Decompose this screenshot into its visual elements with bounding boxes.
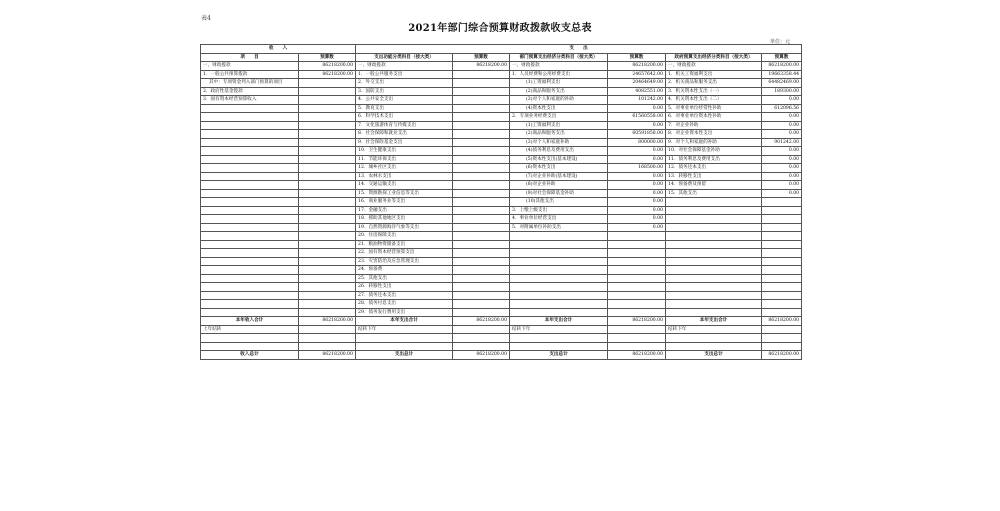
item-label-cell [510, 283, 608, 292]
col-budget-header: 预算数 [453, 53, 510, 62]
table-row [201, 206, 802, 215]
budget-value-cell [762, 249, 802, 258]
budget-value-cell [299, 189, 356, 198]
item-label-cell: 22．国有资本经营预算支出 [356, 249, 453, 258]
item-label-cell: 17．金融支出 [356, 206, 453, 215]
budget-value-cell [762, 198, 802, 207]
item-label-cell [201, 283, 299, 292]
item-label-cell [201, 164, 299, 173]
budget-value-cell: 19663358.44 [762, 70, 802, 79]
budget-value-cell [762, 274, 802, 283]
item-label-cell [201, 291, 299, 300]
item-label-cell [201, 266, 299, 275]
budget-value-cell [453, 300, 510, 309]
item-label-cell [201, 189, 299, 198]
item-label-cell: 3．国有资本经营预算收入 [201, 96, 299, 105]
item-label-cell [510, 274, 608, 283]
table-row [201, 198, 802, 207]
budget-value-cell: 168500.00 [608, 164, 666, 173]
item-label-cell: 16．商业服务业等支出 [356, 198, 453, 207]
budget-value-cell: 0.00 [608, 155, 666, 164]
table-row [201, 257, 802, 266]
item-label-cell: 2．机关商品和服务支出 [666, 79, 762, 88]
budget-value-cell [608, 300, 666, 309]
item-label-cell: (3)对个人和家庭的补助 [510, 96, 608, 105]
col-func-header: 支出功能分类科目（按大类） [356, 53, 453, 62]
item-label-cell [201, 240, 299, 249]
item-label-cell: 19．自然资源海洋气象等支出 [356, 223, 453, 232]
budget-value-cell [453, 164, 510, 173]
item-label-cell: 6．对事业单位资本性补助 [666, 113, 762, 122]
item-label-cell: 3．上缴上级支出 [510, 206, 608, 215]
budget-value-cell [299, 300, 356, 309]
item-label-cell: (3)对个人和家庭补助 [510, 138, 608, 147]
item-label-cell [510, 257, 608, 266]
item-label-cell: 5．对事业单位经常性补助 [666, 104, 762, 113]
table-row [201, 266, 802, 275]
table-row [201, 181, 802, 190]
item-label-cell: (4)债务利息及费用支出 [510, 147, 608, 156]
budget-value-cell [453, 96, 510, 105]
item-label-cell: 14．交通运输支出 [356, 181, 453, 190]
budget-value-cell: 20464649.00 [608, 79, 666, 88]
budget-value-cell [453, 249, 510, 258]
budget-value-cell [453, 308, 510, 317]
budget-value-cell [299, 155, 356, 164]
budget-value-cell: 0.00 [608, 147, 666, 156]
budget-value-cell [762, 300, 802, 309]
budget-value-cell [453, 266, 510, 275]
item-label-cell [666, 249, 762, 258]
budget-value-cell [453, 147, 510, 156]
budget-value-cell [762, 240, 802, 249]
item-label-cell: 12．城乡社区支出 [356, 164, 453, 173]
item-label-cell: 9．对个人和家庭的补助 [666, 138, 762, 147]
spacer-row [201, 342, 802, 351]
item-label-cell [201, 138, 299, 147]
budget-value-cell [762, 283, 802, 292]
budget-value-cell [608, 291, 666, 300]
item-label-cell [201, 223, 299, 232]
budget-value-cell: 0.00 [608, 121, 666, 130]
table-row [201, 189, 802, 198]
budget-value-cell [608, 257, 666, 266]
budget-value-cell: 0.00 [608, 172, 666, 181]
item-label-cell [201, 308, 299, 317]
budget-value-cell [453, 113, 510, 122]
item-label-cell [666, 257, 762, 266]
table-row [201, 121, 802, 130]
budget-value-cell [762, 266, 802, 275]
budget-value-cell: 86218200.00 [299, 62, 356, 71]
col-dept-econ-header: 部门预算支出经济分类科目（按大类） [510, 53, 608, 62]
item-label-cell [201, 121, 299, 130]
item-label-cell: 8．对企业资本性支出 [666, 130, 762, 139]
budget-value-cell [762, 206, 802, 215]
budget-value-cell [453, 172, 510, 181]
item-label-cell: 6．科学技术支出 [356, 113, 453, 122]
table-row [201, 274, 802, 283]
budget-value-cell [608, 266, 666, 275]
budget-value-cell: 4082551.00 [608, 87, 666, 96]
item-label-cell: 1．一般公共预算拨款 [201, 70, 299, 79]
budget-value-cell: 0.00 [608, 215, 666, 224]
budget-value-cell: 0.00 [762, 121, 802, 130]
item-label-cell: 7．对企业补助 [666, 121, 762, 130]
item-label-cell [510, 300, 608, 309]
budget-value-cell [453, 240, 510, 249]
item-label-cell [666, 266, 762, 275]
table-row [201, 104, 802, 113]
income-section-header: 收 入 [201, 45, 356, 54]
budget-value-cell [453, 138, 510, 147]
table-row [201, 62, 802, 71]
item-label-cell: 一、财政拨款 [510, 62, 608, 71]
table-row [201, 232, 802, 241]
item-label-cell: 5．教育支出 [356, 104, 453, 113]
item-label-cell [201, 155, 299, 164]
table-row [201, 172, 802, 181]
item-label-cell: 8．社会保障和就业支出 [356, 130, 453, 139]
item-label-cell [666, 215, 762, 224]
budget-value-cell: 60591858.00 [608, 130, 666, 139]
item-label-cell: 29．债务发行费用支出 [356, 308, 453, 317]
budget-value-cell [453, 79, 510, 88]
table-row [201, 70, 802, 79]
budget-value-cell [453, 232, 510, 241]
table-number: 表4 [201, 15, 211, 22]
table-row [201, 155, 802, 164]
item-label-cell [666, 300, 762, 309]
item-label-cell: 其中：专项资金列入部门预算的项目 [201, 79, 299, 88]
budget-value-cell: 0.00 [762, 130, 802, 139]
item-label-cell: 10．对社会保障基金补助 [666, 147, 762, 156]
item-label-cell: 13．转移性支出 [666, 172, 762, 181]
item-label-cell: 4．事业单位经营支出 [510, 215, 608, 224]
budget-value-cell: 86218200.00 [762, 62, 802, 71]
budget-value-cell [299, 232, 356, 241]
item-label-cell [201, 147, 299, 156]
budget-value-cell: 0.00 [762, 155, 802, 164]
budget-value-cell [453, 130, 510, 139]
budget-value-cell: 612096.56 [762, 104, 802, 113]
table-row [201, 283, 802, 292]
budget-value-cell [453, 223, 510, 232]
budget-value-cell: 800000.00 [608, 138, 666, 147]
item-label-cell [666, 308, 762, 317]
item-label-cell [201, 181, 299, 190]
budget-value-cell: 0.00 [762, 164, 802, 173]
item-label-cell: 14．预备费及预留 [666, 181, 762, 190]
budget-value-cell [299, 266, 356, 275]
budget-value-cell [453, 87, 510, 96]
budget-value-cell [762, 223, 802, 232]
budget-value-cell [299, 291, 356, 300]
table-row [201, 249, 802, 258]
item-label-cell [510, 232, 608, 241]
col-item-header: 项 目 [201, 53, 299, 62]
budget-value-cell: 0.00 [608, 189, 666, 198]
budget-value-cell [608, 240, 666, 249]
budget-value-cell: 0.00 [762, 181, 802, 190]
item-label-cell: 10．卫生健康支出 [356, 147, 453, 156]
budget-value-cell [299, 206, 356, 215]
item-label-cell [201, 300, 299, 309]
table-row [201, 215, 802, 224]
budget-value-cell: 0.00 [762, 96, 802, 105]
item-label-cell: 一、财政拨款 [666, 62, 762, 71]
table-row [201, 240, 802, 249]
item-label-cell: 18．援助其他地区支出 [356, 215, 453, 224]
budget-value-cell [299, 113, 356, 122]
budget-value-cell: 61560558.00 [608, 113, 666, 122]
item-label-cell: 25．其他支出 [356, 274, 453, 283]
budget-value-cell: 0.00 [608, 206, 666, 215]
item-label-cell: (2)商品和服务支出 [510, 130, 608, 139]
item-label-cell: 2．外交支出 [356, 79, 453, 88]
budget-value-cell [299, 308, 356, 317]
item-label-cell: (10)其他支出 [510, 198, 608, 207]
item-label-cell: (1)工资福利支出 [510, 79, 608, 88]
item-label-cell [201, 172, 299, 181]
table-row [201, 300, 802, 309]
budget-value-cell: 0.00 [608, 181, 666, 190]
item-label-cell: 13．农林水支出 [356, 172, 453, 181]
budget-value-cell [299, 274, 356, 283]
budget-value-cell: 0.00 [762, 189, 802, 198]
item-label-cell: 11．节能环保支出 [356, 155, 453, 164]
item-label-cell [201, 249, 299, 258]
item-label-cell: (1)工资福利支出 [510, 121, 608, 130]
item-label-cell [666, 223, 762, 232]
col-budget-header: 预算数 [299, 53, 356, 62]
budget-value-cell [299, 104, 356, 113]
item-label-cell [666, 240, 762, 249]
budget-value-cell [453, 283, 510, 292]
budget-value-cell [299, 79, 356, 88]
budget-value-cell [453, 155, 510, 164]
budget-value-cell [453, 181, 510, 190]
budget-value-cell: 901242.00 [762, 138, 802, 147]
budget-value-cell [299, 138, 356, 147]
budget-value-cell [453, 291, 510, 300]
item-label-cell [201, 198, 299, 207]
budget-value-cell: 0.00 [608, 198, 666, 207]
item-label-cell: 5．对附属单位补助支出 [510, 223, 608, 232]
item-label-cell [510, 240, 608, 249]
item-label-cell: (8)对企业补助 [510, 181, 608, 190]
carryover-row: 上年结转 结转下年 结转下年 结转下年 [201, 325, 802, 334]
table-row [201, 308, 802, 317]
budget-value-cell [453, 257, 510, 266]
item-label-cell [510, 291, 608, 300]
item-label-cell [201, 130, 299, 139]
unit-label: 单位：元 [770, 39, 791, 45]
table-row [201, 113, 802, 122]
item-label-cell [510, 249, 608, 258]
budget-value-cell: 0.00 [762, 113, 802, 122]
table-row [201, 138, 802, 147]
budget-value-cell [608, 249, 666, 258]
budget-value-cell: 0.00 [608, 223, 666, 232]
budget-value-cell [299, 240, 356, 249]
budget-value-cell [299, 164, 356, 173]
budget-value-cell [762, 215, 802, 224]
budget-value-cell [299, 198, 356, 207]
col-budget-header: 预算数 [762, 53, 802, 62]
table-row [201, 96, 802, 105]
budget-value-cell [299, 215, 356, 224]
spacer-row [201, 334, 802, 343]
item-label-cell: 9．社会保险基金支出 [356, 138, 453, 147]
item-label-cell: 27．债务还本支出 [356, 291, 453, 300]
item-label-cell: 28．债务付息支出 [356, 300, 453, 309]
item-label-cell [510, 266, 608, 275]
item-label-cell [201, 113, 299, 122]
item-label-cell [201, 257, 299, 266]
budget-value-cell [453, 274, 510, 283]
item-label-cell: 3．机关资本性支出（一） [666, 87, 762, 96]
item-label-cell: (9)对社会保障基金补助 [510, 189, 608, 198]
table-row [201, 79, 802, 88]
budget-value-cell [453, 70, 510, 79]
table-row [201, 147, 802, 156]
item-label-cell [666, 206, 762, 215]
table-row [201, 87, 802, 96]
budget-value-cell [453, 198, 510, 207]
item-label-cell: 2．专项业务经费支出 [510, 113, 608, 122]
table-row [201, 291, 802, 300]
budget-value-cell: 64482469.00 [762, 79, 802, 88]
item-label-cell [201, 104, 299, 113]
item-label-cell [666, 291, 762, 300]
budget-value-cell [299, 147, 356, 156]
budget-value-cell [453, 121, 510, 130]
item-label-cell [201, 232, 299, 241]
budget-value-cell [299, 257, 356, 266]
item-label-cell [201, 274, 299, 283]
item-label-cell: 1．机关工资福利支出 [666, 70, 762, 79]
budget-value-cell [608, 308, 666, 317]
budget-value-cell [299, 181, 356, 190]
item-label-cell: 2．政府性基金拨款 [201, 87, 299, 96]
item-label-cell: 11．债务利息及费用支出 [666, 155, 762, 164]
budget-value-cell [299, 130, 356, 139]
budget-value-cell [299, 96, 356, 105]
budget-value-cell [299, 223, 356, 232]
budget-value-cell [453, 104, 510, 113]
col-gov-econ-header: 政府预算支出经济分类科目（按大类） [666, 53, 762, 62]
grand-total-row: 收入总计 86218200.00 支出总计 86218200.00 支出总计 86218200.00 支出总计 86218200.00 [201, 351, 802, 360]
item-label-cell [201, 206, 299, 215]
budget-value-cell [762, 257, 802, 266]
budget-value-cell [608, 232, 666, 241]
budget-value-cell [762, 291, 802, 300]
budget-summary-table [200, 44, 802, 360]
budget-value-cell [299, 249, 356, 258]
item-label-cell: (6)资本性支出 [510, 164, 608, 173]
budget-value-cell: 86218200.00 [608, 62, 666, 71]
item-label-cell: 一、财政拨款 [356, 62, 453, 71]
budget-value-cell [608, 274, 666, 283]
col-budget-header: 预算数 [608, 53, 666, 62]
item-label-cell: 24．预备费 [356, 266, 453, 275]
budget-value-cell [762, 232, 802, 241]
item-label-cell: 1．一般公共服务支出 [356, 70, 453, 79]
budget-value-cell [762, 308, 802, 317]
item-label-cell: 15．其他支出 [666, 189, 762, 198]
budget-value-cell [453, 206, 510, 215]
item-label-cell: 21．粮油物资储备支出 [356, 240, 453, 249]
table-row [201, 164, 802, 173]
item-label-cell: 12．债务还本支出 [666, 164, 762, 173]
page-title: 2021年部门综合预算财政拨款收支总表 [408, 23, 592, 34]
item-label-cell [666, 283, 762, 292]
item-label-cell: (5)资本性支出(基本建设) [510, 155, 608, 164]
budget-value-cell [299, 172, 356, 181]
expense-section-header: 支 出 [356, 45, 802, 54]
budget-value-cell [608, 283, 666, 292]
table-row [201, 223, 802, 232]
budget-value-cell [299, 121, 356, 130]
item-label-cell: 7．文化旅游体育与传媒支出 [356, 121, 453, 130]
item-label-cell: 4．公共安全支出 [356, 96, 453, 105]
item-label-cell: 23．灾害防治及应急管理支出 [356, 257, 453, 266]
item-label-cell: 3．国防支出 [356, 87, 453, 96]
item-label-cell: (4)资本性支出 [510, 104, 608, 113]
item-label-cell: 20．住房保障支出 [356, 232, 453, 241]
item-label-cell [510, 308, 608, 317]
budget-value-cell [299, 87, 356, 96]
budget-value-cell [453, 189, 510, 198]
budget-value-cell: 0.00 [762, 147, 802, 156]
item-label-cell [666, 232, 762, 241]
budget-value-cell: 189300.00 [762, 87, 802, 96]
budget-value-cell: 86218200.00 [453, 62, 510, 71]
budget-value-cell [299, 283, 356, 292]
budget-value-cell: 24657642.00 [608, 70, 666, 79]
item-label-cell: (7)对企业补助(基本建设) [510, 172, 608, 181]
item-label-cell [666, 274, 762, 283]
table-row [201, 130, 802, 139]
budget-value-cell: 0.00 [762, 172, 802, 181]
item-label-cell: 15．资源勘探工业信息等支出 [356, 189, 453, 198]
year-total-row: 本年收入合计 86218200.00 本年支出合计 86218200.00 本年支出合计 86218200.00 本年支出合计 86218200.00 [201, 317, 802, 326]
item-label-cell [201, 215, 299, 224]
item-label-cell: 26．转移性支出 [356, 283, 453, 292]
item-label-cell: (2)商品和服务支出 [510, 87, 608, 96]
budget-value-cell: 86218200.00 [299, 70, 356, 79]
budget-value-cell [453, 215, 510, 224]
item-label-cell: 一、财政拨款 [201, 62, 299, 71]
item-label-cell: 4．机关资本性支出（二） [666, 96, 762, 105]
budget-value-cell: 0.00 [608, 104, 666, 113]
item-label-cell: 1．人员经费和公用经费支出 [510, 70, 608, 79]
budget-value-cell: 101242.00 [608, 96, 666, 105]
item-label-cell [666, 198, 762, 207]
